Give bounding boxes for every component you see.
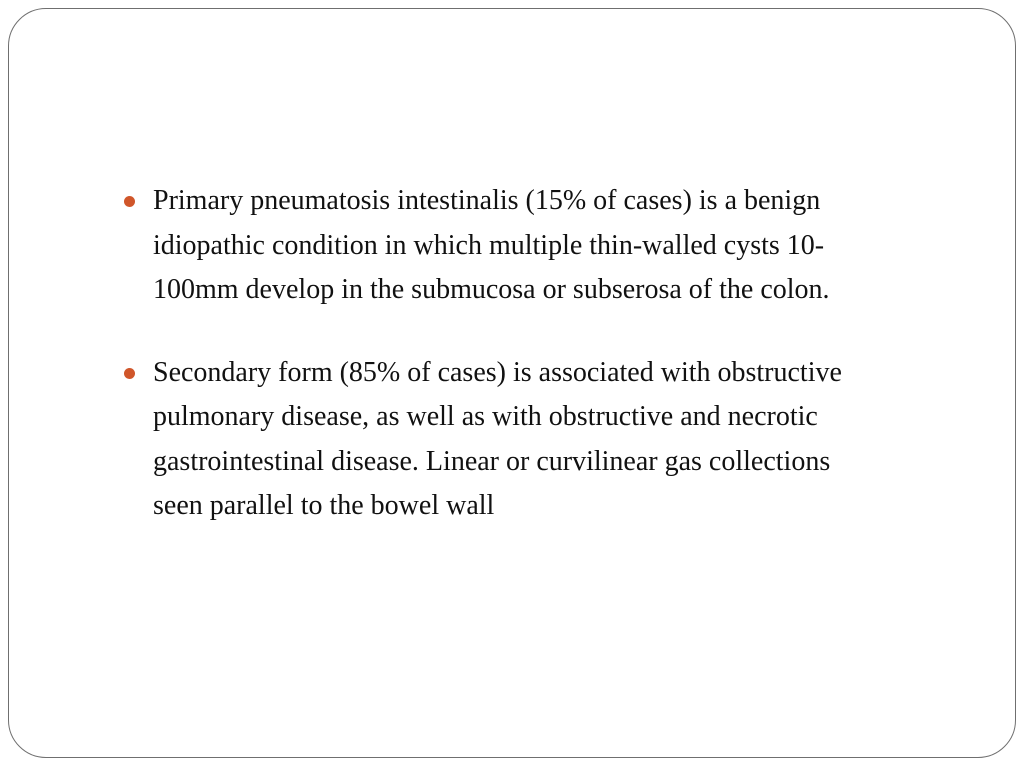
bullet-item-primary [123,179,973,313]
bullet-line: Primary pneumatosis intestinalis (15% of cases) is a benign [153,185,821,216]
bullet-text-secondary [153,351,973,529]
bullet-line: idiopathic condition in which multiple thin-walled cysts 10- [153,229,825,261]
slide-body [123,179,973,567]
bullet-line: seen parallel to the bowel wall [153,490,495,521]
round-bullet-icon [124,196,135,207]
round-bullet-icon [124,368,135,379]
bullet-line: Secondary form (85% of cases) is associated with obstructive [153,356,842,388]
bullet-line: pulmonary disease, as well as with obstructive and necrotic [153,401,818,432]
bullet-line: 100mm develop in the submucosa or subserosa of the colon. [153,274,830,305]
slide-frame [8,8,1016,758]
bullet-text-primary [153,179,973,313]
bullet-line: gastrointestinal disease. Linear or curvilinear gas collections [153,445,831,477]
bullet-item-secondary [123,351,973,529]
